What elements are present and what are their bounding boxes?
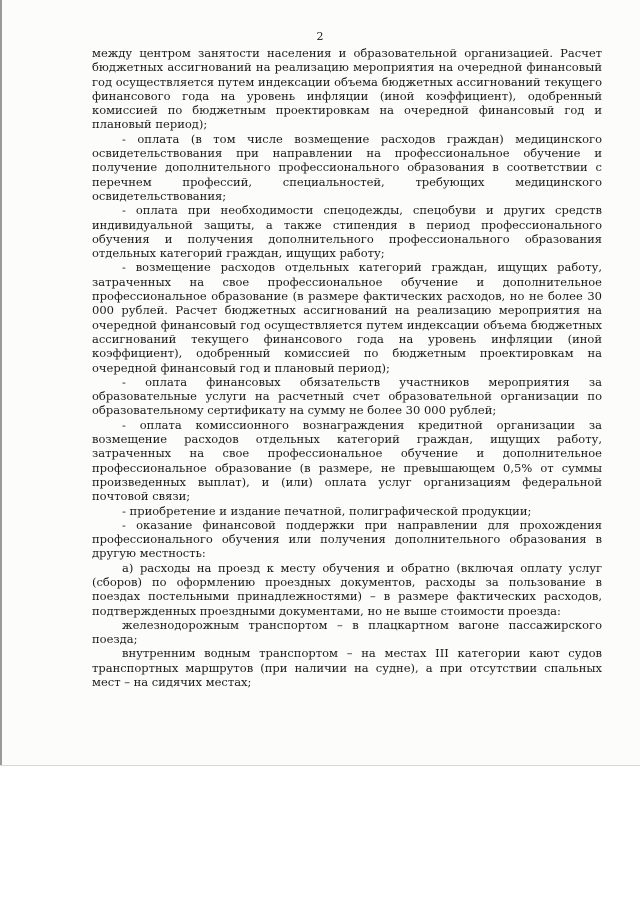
document-body bbox=[92, 46, 602, 689]
paragraph-financial-support: - оказание финансовой поддержки при направлении для прохождения профессионального обучения или получения дополнительного образования в другую местность: bbox=[92, 517, 602, 561]
paragraph-bank-commission: - оплата комиссионного вознаграждения кредитной организации за возмещение расходов отдельных категорий граждан, ищущих работу, затраченных на свое профессиональное обучение и дополнительное профессиональное образование (в размере, не превышающем 0,5% от суммы произведенных выплат), и (или) оплата услуг организациям федеральной почтовой связи; bbox=[92, 417, 602, 504]
paragraph-travel-expenses: а) расходы на проезд к месту обучения и обратно (включая оплату услуг (сборов) по оформлению проездных документов, расходы за пользование в поездах постельными принадлежностями) – в размере фактических расходов, подтвержденных проездными документами, но не выше стоимости проезда: bbox=[92, 560, 602, 618]
paragraph-protective-clothing: - оплата при необходимости спецодежды, спецобуви и других средств индивидуальной защиты, а также стипендия в период профессионального обучения и получения дополнительного профессионального образования отдельных категорий граждан, ищущих работу; bbox=[92, 203, 602, 261]
paragraph-continuation: между центром занятости населения и образовательной организацией. Расчет бюджетных ассигнований на реализацию мероприятия на очередной финансовый год осуществляется путем индексации объема бюджетных ассигнований текущего финансового года на уровень инфляции (иной коэффициент), одобренный комиссией по бюджетным проектировкам на очередной финансовый год и плановый период); bbox=[92, 46, 602, 132]
paragraph-expense-reimbursement: - возмещение расходов отдельных категорий граждан, ищущих работу, затраченных на свое профессиональное обучение и дополнительное профессиональное образование (в размере фактических расходов, но не более 30 000 рублей. Расчет бюджетных ассигнований на реализацию мероприятия на очередной финансовый год осуществляется путем индексации объема бюджетных ассигнований текущего финансового года на уровень инфляции (иной коэффициент), одобренный комиссией по бюджетным проектировкам на очередной финансовый год и плановый период); bbox=[92, 260, 602, 375]
paragraph-rail-transport: железнодорожным транспортом – в плацкартном вагоне пассажирского поезда; bbox=[92, 617, 602, 647]
paragraph-medical-exam: - оплата (в том числе возмещение расходов граждан) медицинского освидетельствования при направлении на профессиональное обучение и получение дополнительного профессионального образования в соответствии с перечнем профессий, специальностей, требующих медицинского освидетельствования; bbox=[92, 131, 602, 203]
paragraph-education-certificate: - оплата финансовых обязательств участников мероприятия за образовательные услуги на расчетный счет образовательной организации по образовательному сертификату на сумму не более 30 000 рублей; bbox=[92, 374, 602, 418]
page-number: 2 bbox=[316, 30, 324, 43]
paragraph-water-transport: внутренним водным транспортом – на местах III категории кают судов транспортных маршрутов (при наличии на судне), а при отсутствии спальных мест – на сидячих местах; bbox=[92, 646, 602, 690]
paragraph-printed-products: - приобретение и издание печатной, полиграфической продукции; bbox=[122, 503, 532, 518]
blank-margin bbox=[0, 766, 640, 905]
